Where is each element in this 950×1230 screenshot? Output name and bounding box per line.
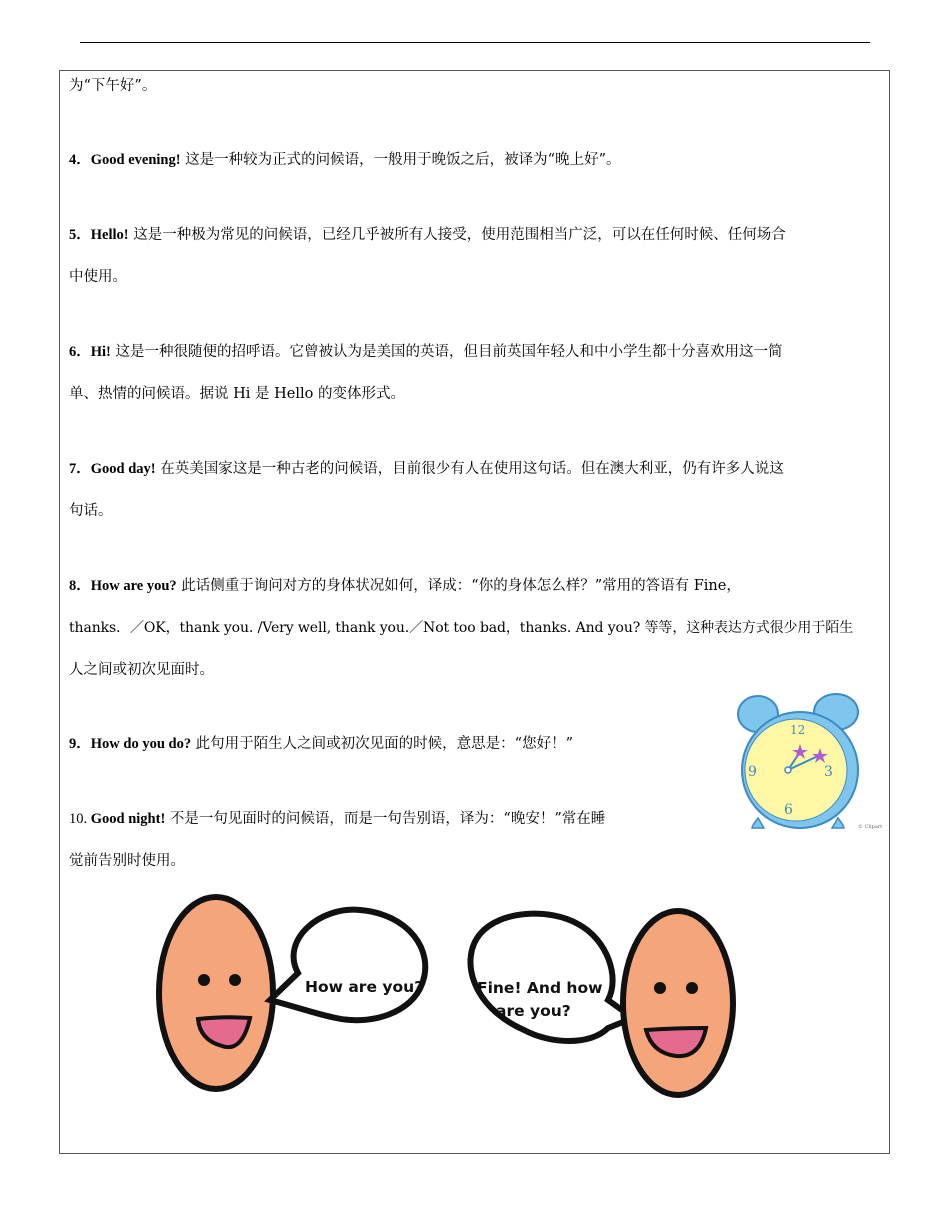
item-4: 4．Good evening! 这是一种较为正式的问候语，一般用于晚饭之后，被译为“晚上好”。 <box>69 152 621 168</box>
item-7-cont: 句话。 <box>69 503 113 519</box>
item-9: 9．How do you do? 此句用于陌生人之间或初次见面的时候，意思是：“您好！” <box>69 736 574 752</box>
left-eye <box>654 982 666 994</box>
header-rule <box>80 42 870 43</box>
clock-numeral-12: 12 <box>790 723 806 737</box>
intro-tail: 为“下午好”。 <box>69 78 157 94</box>
item-6-cont: 单、热情的问候语。据说 Hi 是 Hello 的变体形式。 <box>69 386 405 402</box>
clock-center <box>785 767 791 773</box>
right-eye <box>229 974 241 986</box>
item-5-cont: 中使用。 <box>69 269 127 285</box>
left-eye <box>198 974 210 986</box>
item-10-cont: 觉前告别时使用。 <box>69 853 185 869</box>
alarm-clock-illustration <box>728 688 888 838</box>
left-bubble-text: How are you? <box>305 978 424 996</box>
clock-credit: © Clipart <box>858 824 883 830</box>
right-egg-character <box>623 911 733 1095</box>
item-8-cont2: 人之间或初次见面时。 <box>69 662 214 678</box>
clock-numeral-3: 3 <box>824 764 833 780</box>
right-bubble-text-1: Fine! And how <box>477 979 603 997</box>
item-6: 6．Hi! 这是一种很随便的招呼语。它曾被认为是美国的英语，但目前英国年轻人和中小学生都十分喜欢用这一简 <box>69 344 783 360</box>
item-10: 10. Good night! 不是一句见面时的问候语，而是一句告别语，译为：“晚安！”常在睡 <box>69 811 606 827</box>
clock-numeral-6: 6 <box>784 802 793 818</box>
clock-numeral-9: 9 <box>748 764 757 780</box>
greeting-comic <box>150 888 750 1150</box>
item-8-cont: thanks．／OK，thank you. /Very well, thank you.／Not too bad，thanks. And you? 等等，这种表达方式很少用于陌生 <box>69 620 854 636</box>
right-eye <box>686 982 698 994</box>
item-8: 8．How are you? 此话侧重于询问对方的身体状况如何，译成：“你的身体怎么样？”常用的答语有 Fine， <box>69 578 741 594</box>
item-7: 7．Good day! 在英美国家这是一种古老的问候语，目前很少有人在使用这句话。但在澳大利亚，仍有许多人说这 <box>69 461 784 477</box>
right-bubble-text-2: are you? <box>496 1002 571 1020</box>
item-5: 5．Hello! 这是一种极为常见的问候语，已经几乎被所有人接受，使用范围相当广泛，可以在任何时候、任何场合 <box>69 227 786 243</box>
left-egg-character <box>159 897 273 1089</box>
